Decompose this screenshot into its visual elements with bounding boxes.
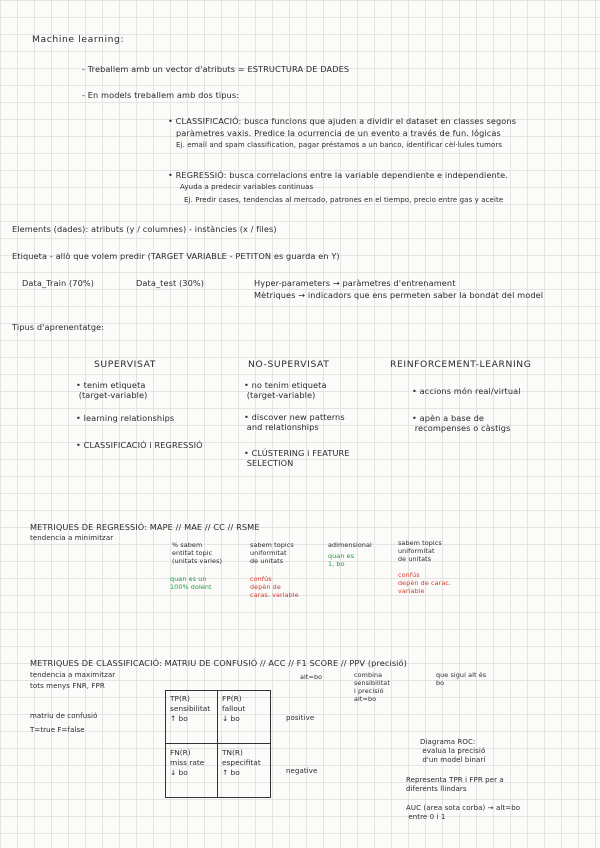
matrix-cell-fp: FP(R) fallout ↓ bo (222, 694, 246, 723)
elements-line: Elements (dades): atributs (y / columnes) - instàncies (x / files) (12, 224, 277, 234)
supervisat-item-1: • tenim etiqueta (target-variable) (76, 380, 148, 400)
page-title: Machine learning: (32, 34, 125, 45)
rsme-red-note: confús depèn de carac. variable (398, 571, 452, 595)
reinforcement-item-1: • accions món real/virtual (412, 386, 521, 396)
intro-line-2: - En models treballem amb dos tipus: (82, 90, 240, 100)
matrix-cell-tp: TP(R) sensibilitat ↑ bo (170, 694, 211, 723)
matrix-label: matriu de confusió (30, 712, 98, 720)
matrix-divider-vertical (217, 690, 218, 798)
no-supervisat-item-2: • discover new patterns and relationships (244, 412, 345, 432)
classificacio-line-1: • CLASSIFICACIÓ: busca funcions que ajuden a dividir el dataset en classes segons (168, 116, 517, 126)
mae-red-note: confús depèn de caras. variable (250, 575, 299, 599)
rsme-note: sabem topics uniformitat de unitats (398, 539, 442, 563)
matrix-divider-horizontal (165, 743, 271, 744)
no-supervisat-title: NO-SUPERVISAT (248, 359, 330, 370)
metriques-line: Mètriques → indicadors que ens permeten saber la bondat del model (254, 290, 544, 300)
mae-note: sabem topics uniformitat de unitats (250, 541, 294, 565)
intro-line-1: - Treballem amb un vector d'atributs = ESTRUCTURA DE DADES (82, 64, 350, 74)
matrix-cell-fn: FN(R) miss rate ↓ bo (170, 748, 205, 777)
cc-green-note: quan es 1, bo (328, 552, 355, 568)
matrix-cell-tn: TN(R) especifitat ↑ bo (222, 748, 261, 777)
mape-green-note: quan es un 100% dolent (170, 575, 212, 591)
positive-label: positive (286, 714, 315, 722)
classificacio-metrics-sub1: tendencia a maximitzar (30, 671, 116, 679)
classificacio-example: Ej. email and spam classification, pagar préstamos a un banco, identificar cèl·lules tumors (176, 141, 503, 149)
f1-note: combina sensibilitat i precisió alt=bo (354, 671, 390, 703)
regressio-line-1: • REGRESSIÓ: busca correlacions entre la variable dependiente e independiente. (168, 170, 508, 180)
regressio-metrics-sub: tendencia a minimitzar (30, 534, 114, 542)
mape-note: % sabem entitat topic (unitats varies) (172, 541, 223, 565)
reinforcement-title: REINFORCEMENT-LEARNING (390, 359, 532, 370)
roc-note: Diagrama ROC: evalua la precisió d'un model binari (420, 738, 486, 764)
supervisat-item-3: • CLASSIFICACIÓ i REGRESSIÓ (76, 440, 203, 450)
supervisat-item-2: • learning relationships (76, 413, 175, 423)
classificacio-metrics-sub2: tots menys FNR, FPR (30, 682, 105, 690)
cc-note: adimensional (328, 541, 372, 549)
no-supervisat-item-3: • CLÚSTERING i FEATURE SELECTION (244, 448, 350, 468)
supervisat-title: SUPERVISAT (94, 359, 156, 370)
classificacio-metrics-header: METRIQUES DE CLASSIFICACIÓ: MATRIU DE CONFUSIÓ // ACC // F1 SCORE // PPV (precisió) (30, 658, 407, 668)
data-train: Data_Train (70%) (22, 278, 95, 288)
tipus-title: Tipus d'aprenentatge: (12, 322, 105, 332)
regressio-example: Ej. Predir cases, tendencias al mercado, patrones en el tiempo, precio entre gas y aceite (184, 196, 504, 204)
negative-label: negative (286, 767, 318, 775)
regressio-line-2: Ayuda a predecir variables continuas (180, 183, 314, 191)
classificacio-line-2: paràmetres vaxis. Predice la ocurrencia de un evento a través de fun. lógicas (176, 128, 501, 138)
regressio-metrics-header: METRIQUES DE REGRESSIÓ: MAPE // MAE // CC // RSME (30, 522, 260, 532)
acc-note: alt=bo (300, 673, 323, 681)
hyper-parameters: Hyper-parameters → paràmetres d'entrenament (254, 278, 456, 288)
ppv-note: que sigui alt és bo (436, 671, 487, 687)
data-test: Data_test (30%) (136, 278, 205, 288)
reinforcement-item-2: • apèn a base de recompenses o càstigs (412, 413, 511, 433)
true-false-label: T=true F=false (30, 726, 85, 734)
no-supervisat-item-1: • no tenim etiqueta (target-variable) (244, 380, 327, 400)
roc-representa: Representa TPR i FPR per a diferents llindars (406, 776, 504, 793)
auc-note: AUC (area sota corba) → alt=bo entre 0 i 1 (406, 804, 521, 821)
etiqueta-line: Etiqueta - allò que volem predir (TARGET VARIABLE - PETITON es guarda en Y) (12, 251, 340, 261)
